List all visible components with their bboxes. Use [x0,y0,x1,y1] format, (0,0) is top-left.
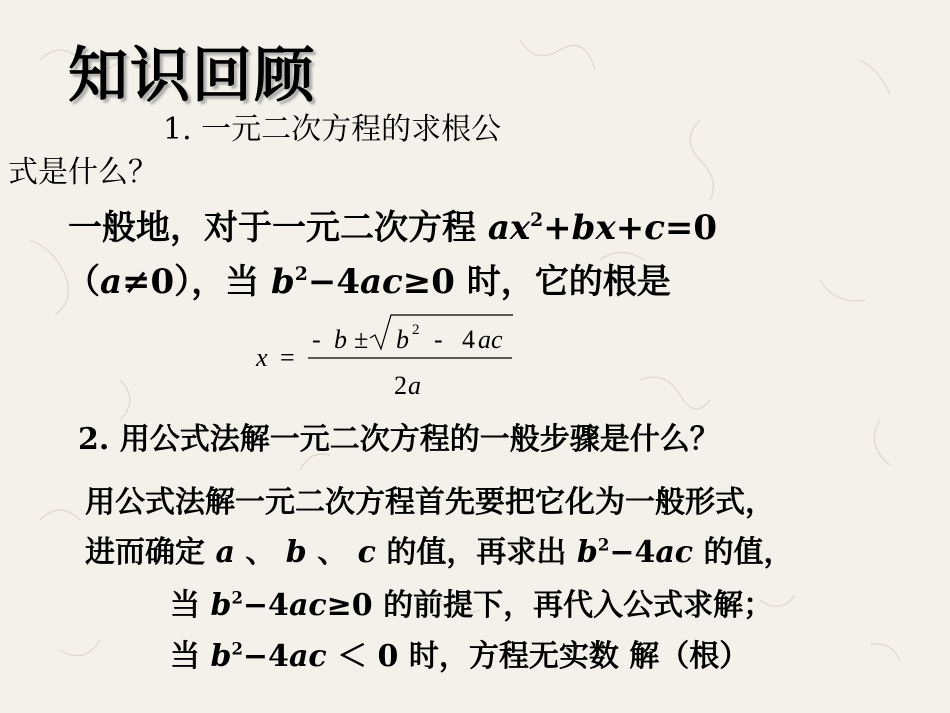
open-paren: （ [66,262,100,302]
radicand-minus: - [434,325,443,354]
formula-plus-minus: ± [354,325,369,354]
slide-title: 知识回顾 [68,41,316,111]
answer-2-mid: 的值，再求出 [375,535,577,570]
var-b: b [576,535,598,570]
answer-1-line-2 [66,254,671,303]
exponent: 2 [294,262,308,285]
var-b: b [210,588,232,623]
quadratic-formula [250,314,520,404]
var-b: b [285,535,307,570]
exponent: 2 [231,639,243,659]
equals-zero: =0 [664,208,718,248]
answer-1-prefix: 一般地，对于一元二次方程 [68,208,488,248]
var-c: c [357,535,376,570]
exponent: 2 [597,535,610,555]
var-a: a [215,535,235,570]
answer-2-line-4-tail: ＜ 0 时，方程无实数 解（根） [326,639,750,674]
question-2: 2. 用公式法解一元二次方程的一般步骤是什么？ [78,422,720,457]
answer-1-line-1 [68,200,717,249]
question-1-line-2: 式是什么？ [8,155,158,190]
denominator-two: 2 [394,371,407,400]
answer-1-tail: ≥0 时，它的根是 [402,262,671,302]
var-ac: ac [359,262,403,302]
formula-equals: = [280,343,295,372]
answer-2-prefix: 进而确定 [85,535,216,570]
term-bx: bx [571,208,616,248]
separator: 、 [234,535,286,570]
var-ac: ac [288,639,327,674]
var-ac: ac [288,588,327,623]
plus-sign: + [543,208,572,248]
formula-x: x [256,343,268,372]
answer-2-line-3 [170,580,773,624]
exponent: 2 [231,588,243,608]
radicand-exponent: 2 [412,322,420,338]
plus-sign: + [615,208,645,248]
answer-2-line-1: 用公式法解一元二次方程首先要把它化为一般形式， [85,485,775,520]
var-b: b [210,639,232,674]
exponent: 2 [530,208,544,231]
denominator-a: a [408,371,421,400]
var-b: b [271,262,295,302]
var-ac: ac [655,535,694,570]
answer-2-line-2 [85,527,794,571]
when-prefix: 当 [170,588,211,623]
formula-b: b [334,325,347,354]
when-text: ，当 [191,262,272,302]
formula-minus: - [312,325,321,354]
term-ax: ax [487,208,531,248]
minus-four: −4 [307,262,360,302]
condition-rest: ≠0） [122,262,192,302]
question-1-line-1: 1. 一元二次方程的求根公 [163,112,502,147]
var-a: a [100,262,123,302]
answer-2-tail: 的值， [693,535,794,570]
separator: 、 [306,535,358,570]
when-prefix: 当 [170,639,211,674]
minus-four: −4 [609,535,656,570]
radicand-four: 4 [462,325,475,354]
radicand-ac: ac [478,325,503,354]
minus-four: −4 [242,639,289,674]
term-c: c [644,208,665,248]
radicand-b: b [396,325,409,354]
minus-four: −4 [242,588,289,623]
answer-2-line-4 [170,631,749,675]
answer-2-line-3-tail: ≥0 的前提下，再代入公式求解； [326,588,774,623]
